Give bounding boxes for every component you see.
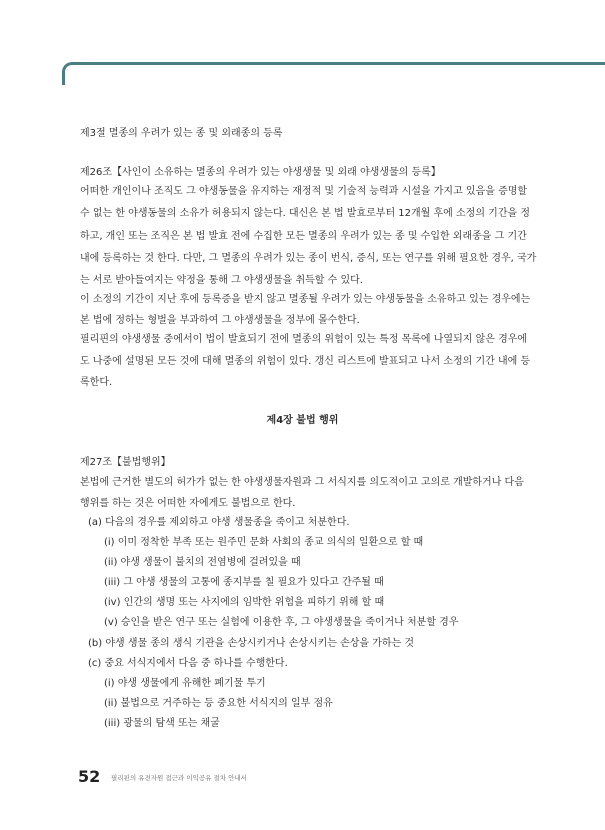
item-a-sub: (i) 이미 정착한 부족 또는 원주민 문화 사회의 종교 의식의 일환으로 할 때 <box>104 537 424 548</box>
article-27-heading: 제27조【불법행위】 <box>80 457 171 468</box>
item-a: (a) 다음의 경우를 제외하고 야생 생물종을 죽이고 처분한다. <box>88 517 350 528</box>
chapter-title: 제4장 불법 행위 <box>266 415 339 426</box>
article-26-line: 하고, 개인 또는 조직은 본 법 발효 전에 수집한 모든 멸종의 우려가 있는 종 및 수입한 외래종을 그 기간 <box>80 231 527 242</box>
item-a-sub: (v) 승인을 받은 연구 또는 실험에 이용한 후, 그 야생생물을 죽이거나 처분할 경우 <box>104 617 459 628</box>
section-title: 제3절 멸종의 우려가 있는 종 및 외래종의 등록 <box>80 128 283 139</box>
item-a-sub: (ii) 야생 생물이 불치의 전염병에 걸려있을 때 <box>104 557 301 568</box>
article-26-line: 도 나중에 설명된 모든 것에 대해 멸종의 위험이 있다. 갱신 리스트에 발표되고 나서 소정의 기간 내에 등 <box>80 356 531 367</box>
footer-title: 필리핀의 유전자원 접근과 이익공유 절차 안내서 <box>111 774 247 782</box>
item-c-sub: (i) 야생 생물에게 유해한 폐기물 투기 <box>104 678 266 689</box>
corner-decoration <box>62 62 605 85</box>
item-c-sub: (iii) 광물의 탐색 또는 채굴 <box>104 718 220 729</box>
item-c: (c) 중요 서식지에서 다음 중 하나를 수행한다. <box>88 658 288 669</box>
item-c-sub: (ii) 불법으로 거주하는 등 중요한 서식지의 일부 점유 <box>104 698 333 709</box>
article-26-line: 는 서로 받아들여지는 약정을 통해 그 야생생물을 취득할 수 있다. <box>80 275 363 286</box>
article-26-line: 이 소정의 기간이 지난 후에 등록증을 받지 않고 멸종될 우려가 있는 야생동물을 소유하고 있는 경우에는 <box>80 294 531 305</box>
article-26-line: 수 없는 한 야생동물의 소유가 허용되지 않는다. 대신은 본 법 발효로부터 12개월 후에 소정의 기간을 정 <box>80 208 530 219</box>
article-26-line: 내에 등록하는 것 한다. 다만, 그 멸종의 우려가 있는 종이 번식, 증식, 또는 연구를 위해 필요한 경우, 국가 <box>80 253 537 264</box>
article-26-line: 어떠한 개인이나 조직도 그 야생동물을 유지하는 재정적 및 기술적 능력과 시설을 가지고 있음을 증명할 <box>80 186 528 197</box>
article-26-line: 본 법에 정하는 형벌을 부과하여 그 야생생물을 정부에 몰수한다. <box>80 315 360 326</box>
article-27-line: 행위를 하는 것은 어떠한 자에게도 불법으로 한다. <box>80 498 296 509</box>
article-26-line: 필리핀의 야생생물 중에서이 법이 발효되기 전에 멸종의 위험이 있는 특정 목록에 나열되지 않은 경우에 <box>80 334 528 345</box>
item-a-sub: (iii) 그 야생 생물의 고통에 종지부를 칠 필요가 있다고 간주될 때 <box>104 577 384 588</box>
article-26-heading: 제26조【사인이 소유하는 멸종의 우려가 있는 야생생물 및 외래 야생생물의 등록】 <box>80 167 441 178</box>
article-26-line: 록한다. <box>80 377 113 388</box>
item-a-sub: (iv) 인간의 생명 또는 사지에의 임박한 위험을 피하기 위해 할 때 <box>104 597 385 608</box>
page-number: 52 <box>78 767 101 786</box>
article-27-line: 본법에 근거한 별도의 허가가 없는 한 야생생물자원과 그 서식지를 의도적이고 고의로 개발하거나 다음 <box>80 477 524 488</box>
item-b: (b) 야생 생물 종의 생식 기관을 손상시키거나 손상시키는 손상을 가하는 것 <box>88 638 415 649</box>
